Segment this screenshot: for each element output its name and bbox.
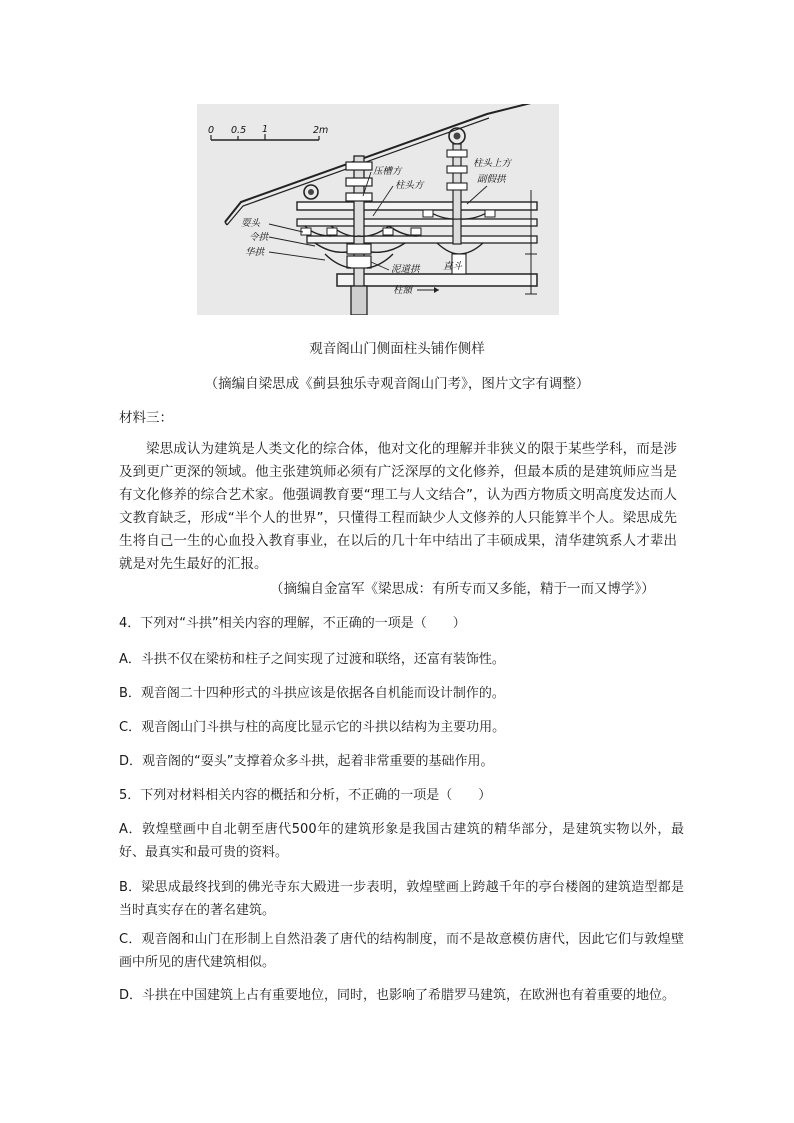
question-5-option-b: B．梁思成最终找到的佛光寺东大殿进一步表明，敦煌壁画上跨越千年的亭台楼阁的建筑造型都是当时真实存在的著名建筑。 [119, 880, 684, 918]
label-zhutoushangfang: 柱头上方 [473, 158, 512, 169]
label-fujiagong: 副假拱 [477, 174, 506, 185]
question-5-stem: 5．下列对材料相关内容的概括和分析，不正确的一项是（ ） [119, 788, 492, 803]
material-three-paragraph: 梁思成认为建筑是人类文化的综合体，他对文化的理解并非狭义的限于某些学科，而是涉及到更广更深的领域。他主张建筑师必须有广泛深厚的文化修养，但最本质的是建筑师应当是有文化修养的综合艺术家。他强调教育要“理工与人文结合”，认为西方物质文明高度发达而人文教育缺乏，形成“半个人的世界”，只懂得工程而缺少人文修养的人只能算半个人。梁思成先生将自己一生的心血投入教育事业，在以后的几十年中结出了丰硕成果，清华建筑系人才辈出就是对先生最好的汇报。 [119, 441, 677, 572]
label-yatiaofang: 压槽方 [373, 166, 402, 177]
material-three-source: （摘编自金富军《梁思成：有所专而又多能，精于一而又博学》） [270, 581, 655, 597]
question-4-option-c: C．观音阁山门斗拱与柱的高度比显示它的斗拱以结构为主要功用。 [119, 720, 506, 735]
question-4-stem: 4．下列对“斗拱”相关内容的理解，不正确的一项是（ ） [119, 616, 466, 631]
diagram-drawing [197, 104, 559, 315]
label-shuatou: 耍头 [241, 218, 261, 229]
label-zhidou: 直斗 [443, 261, 463, 272]
bracket-set-diagram [197, 104, 559, 315]
material-three-heading: 材料三： [119, 410, 173, 426]
question-4-option-d: D．观音阁的“耍头”支撑着众多斗拱，起着非常重要的基础作用。 [119, 754, 494, 769]
label-linggong: 令拱 [249, 232, 269, 243]
question-5-option-d: D．斗拱在中国建筑上占有重要地位，同时，也影响了希腊罗马建筑，在欧洲也有着重要的地位。 [119, 988, 676, 1003]
label-nidaogong: 泥道拱 [391, 264, 420, 275]
question-5-option-a: A．敦煌壁画中自北朝至唐代500年的建筑形象是我国古建筑的精华部分，是建筑实物以外，最好、最真实和最可贵的资料。 [119, 822, 684, 860]
question-5-option-c: C．观音阁和山门在形制上自然沿袭了唐代的结构制度，而不是故意模仿唐代，因此它们与敦煌壁画中所见的唐代建筑相似。 [119, 932, 684, 970]
figure-source: （摘编自梁思成《蓟县独乐寺观音阁山门考》，图片文字有调整） [204, 376, 590, 392]
scale-label-2m: 2m [313, 125, 329, 136]
scale-label-1: 1 [262, 124, 269, 135]
figure-caption: 观音阁山门侧面柱头铺作侧样 [309, 341, 485, 357]
question-4-option-a: A．斗拱不仅在梁枋和柱子之间实现了过渡和联络，还富有装饰性。 [119, 652, 505, 667]
label-huagong: 华拱 [245, 247, 265, 258]
label-zhutoufang: 柱头方 [395, 180, 424, 191]
scale-label-half: 0.5 [231, 125, 247, 136]
scale-label-0: 0 [208, 125, 215, 136]
label-zhue: 柱額 [393, 285, 413, 296]
question-4-option-b: B．观音阁二十四种形式的斗拱应该是依据各自机能而设计制作的。 [119, 686, 505, 701]
